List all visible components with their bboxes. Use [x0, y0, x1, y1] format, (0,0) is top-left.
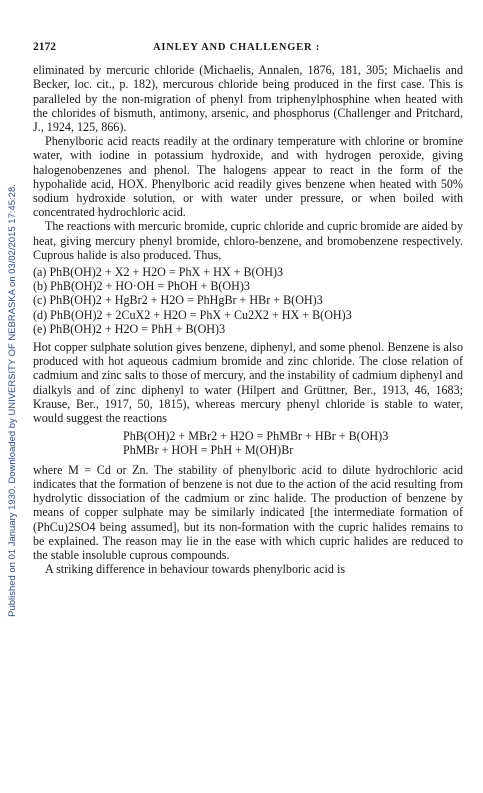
reaction-list: [123, 429, 463, 457]
equation-a: (a) PhB(OH)2 + X2 + H2O = PhX + HX + B(OH)3: [33, 265, 284, 280]
paragraph-6: A striking difference in behaviour towards phenylboric acid is: [45, 562, 346, 577]
download-watermark-text: Published on 01 January 1930. Downloaded by UNIVERSITY OF NEBRASKA on 03/02/2015 17:45:28.: [5, 183, 17, 617]
paragraph-3: The reactions with mercuric bromide, cupric chloride and cupric bromide are aided by heat, giving mercury phenyl bromide, chloro-benzene, and bromobenzene respectively. Cuprous halide is also produced. Thus,: [33, 219, 463, 262]
paragraph-5: where M = Cd or Zn. The stability of phenylboric acid to dilute hydrochloric acid indicates that the formation of benzene is not due to the action of the acid resulting from hydrolytic dissociation of the cadmium or zinc halide. The production of benzene by means of copper sulphate may be similarly indicated [the intermediate formation of (PhCu)2SO4 being assumed], but its non-formation with the cupric halides remains to be explained. The reason may lie in the ease with which cupric halides are reduced to the stable insoluble cuprous compounds.: [33, 462, 463, 562]
equation-b: (b) PhB(OH)2 + HO·OH = PhOH + B(OH)3: [33, 279, 250, 294]
equation-c: (c) PhB(OH)2 + HgBr2 + H2O = PhHgBr + HBr + B(OH)3: [33, 293, 323, 308]
page-header: [33, 40, 463, 55]
page-number: 2172: [33, 41, 56, 53]
equation-list: [33, 265, 463, 336]
paragraph-4: Hot copper sulphate solution gives benzene, diphenyl, and some phenol. Benzene is also produced with hot aqueous cadmium bromide and zinc chloride. The close relation of cadmium and zinc salts to those of mercury, and the instability of cadmium diphenyl and dialkyls and of zinc diphenyl to water (Hilpert and Grüttner, Ber., 1913, 46, 1683; Krause, Ber., 1917, 50, 1815), whereas mercury phenyl chloride is stable to water, would suggest the reactions: [33, 340, 463, 426]
paragraph-1: eliminated by mercuric chloride (Michaelis, Annalen, 1876, 181, 305; Michaelis and Becker, loc. cit., p. 182), mercurous chloride being produced in the first case. This is paralleled by the non-migration of phenyl from triphenylphosphine when heated with the chlorides of bismuth, antimony, arsenic, and phosphorus (Challenger and Pritchard, J., 1924, 125, 866).: [33, 63, 463, 135]
download-watermark: [4, 40, 18, 760]
reaction-2: PhMBr + HOH = PhH + M(OH)Br: [123, 443, 294, 458]
equation-d: (d) PhB(OH)2 + 2CuX2 + H2O = PhX + Cu2X2 + HX + B(OH)3: [33, 307, 352, 322]
running-head: AINLEY AND CHALLENGER :: [153, 42, 321, 53]
paragraph-2: Phenylboric acid reacts readily at the ordinary temperature with chlorine or bromine water, with iodine in potassium hydroxide, and with hydrogen peroxide, giving halogenobenzenes and phenol. The halogens appear to react in the form of the hypohalide acid, HOX. Phenylboric acid readily gives benzene when heated with 50% sodium hydroxide solution, or with water under pressure, or when boiled with concentrated hydrochloric acid.: [33, 134, 463, 220]
reaction-1: PhB(OH)2 + MBr2 + H2O = PhMBr + HBr + B(OH)3: [123, 429, 389, 444]
equation-e: (e) PhB(OH)2 + H2O = PhH + B(OH)3: [33, 321, 226, 336]
journal-page: [33, 40, 463, 576]
